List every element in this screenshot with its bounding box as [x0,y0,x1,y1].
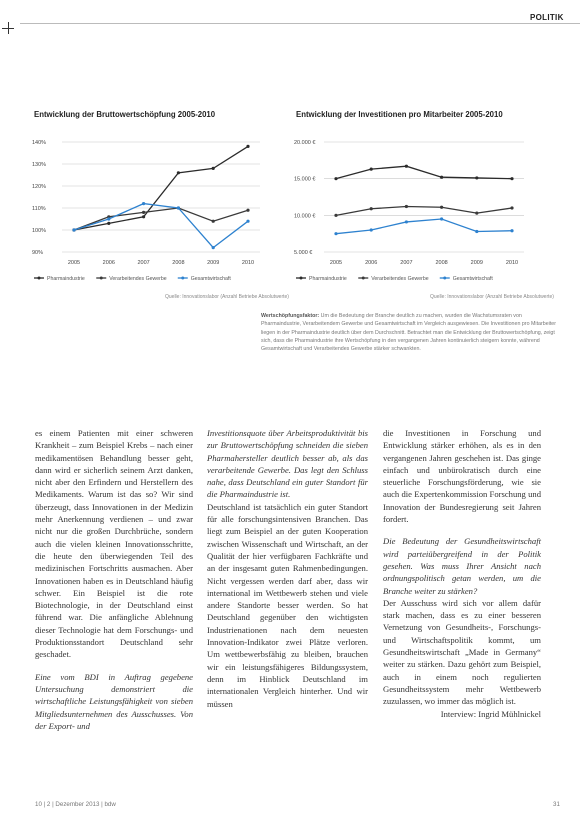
y-tick-label: 5.000 € [294,250,313,256]
legend-label: Gesamtwirtschaft [452,276,493,282]
y-tick-label: 20.000 € [294,140,316,146]
data-point [370,207,373,210]
chart-note [261,312,561,353]
y-tick-label: 90% [32,250,44,256]
data-point [510,206,513,209]
paragraph: es einem Patienten mit einer schweren Krankheit – zum Beispiel Krebs – nach einer medikamentösen Behandlung besser geht, dann wird er sicherlich seinem Arzt danken, nicht aber den Erfindern und Herstellern des Medikaments. Warum ist das so? Wir sind überzeugt, dass Innovationen in der Medizin mehr Anerkennung verdienen – und zwar nicht nur die großen Durchbrüche, sondern auch die vielen kleinen Innovationsschritte, die heute den überwiegenden Teil des medizinischen Fortschritts ausmachen. Aber Innovationen haben es in Deutschland häufig schwer. Ein Beispiel ist die rote Biotechnologie, in der Deutschland einst führend war. Die anfängliche Ablehnung dieser Technologie hat dem Forschungs- und Produktionsstandort Deutschland sehr geschadet. [35,428,193,660]
y-tick-label: 120% [32,184,47,190]
data-point [212,167,215,170]
data-point [440,217,443,220]
note-label: Wertschöpfungsfaktor: [261,313,320,319]
y-tick-label: 15.000 € [294,176,316,183]
data-point [246,145,249,148]
data-point [405,205,408,208]
data-point [334,232,337,235]
legend-label: Verarbeitendes Gewerbe [371,276,429,282]
legend-marker [181,277,184,280]
y-tick-label: 100% [32,228,47,234]
article-column-1 [35,427,193,732]
y-tick-label: 130% [32,162,47,168]
chart-bruttowertschoepfung [30,124,280,306]
data-point [475,176,478,179]
paragraph: Der Ausschuss wird sich vor allem dafür stark machen, dass es zu einer besseren Vernetzung von Gesundheits-, Forschungs- und Wirtschaftspolitik kommt, um Gesundheitswirtschaft „Made in Germany“ weiter zu stärken. Dazu gehört zum Beispiel, auch in einem noch regulierten Gesundheitssystem mehr Wettbewerb zuzulassen, wo immer das möglich ist. [383,597,541,707]
legend-label: Gesamtwirtschaft [190,276,231,282]
data-point [334,214,337,217]
x-tick-label: 2007 [137,260,150,266]
chart-title: Entwicklung der Bruttowertschöpfung 2005-2010 [34,110,216,119]
x-tick-label: 2008 [435,260,448,266]
plot-area [324,138,524,252]
article-column-2 [207,427,368,710]
x-tick-label: 2006 [102,260,115,266]
data-point [440,176,443,179]
x-tick-label: 2010 [505,260,519,266]
data-point [475,212,478,215]
x-tick-label: 2007 [400,260,413,266]
data-point [405,220,408,223]
legend-label: Pharmaindustrie [47,276,85,282]
interview-question: Eine vom BDI in Auftrag gegebene Untersuchung demonstriert die wirtschaftliche Leistungsfähigkeit von sieben Mitgliedsunternehmen des Ausschusses. Von der Export- und [35,671,193,731]
interview-question: Investitionsquote über Arbeitsproduktivität bis zur Bruttowertschöpfung schneiden die sieben Pharmahersteller deutlich besser ab, als das verarbeitende Gewerbe. Das legt den Schluss nahe, dass Deutschland ein guter Standort für die Pharmaindustrie ist. [207,428,368,500]
x-tick-label: 2006 [365,260,378,266]
data-point [246,209,249,212]
data-point [177,206,180,209]
data-point [440,206,443,209]
data-point [246,220,249,223]
x-tick-label: 2009 [207,260,220,266]
data-point [72,228,75,231]
chart-investitionen [292,124,544,306]
paragraph: die Investitionen in Forschung und Entwicklung stärker erhöhen, als es in den vergangenen Jahren geschehen ist. Das ginge einfach und unbürokratisch durch eine steuerliche Forschungsförderung, wie sie auch die Expertenkommission Forschung und Innovation der Bundesregierung seit Jahren fordert. [383,428,541,525]
x-tick-label: 2009 [470,260,483,266]
data-point [107,222,110,225]
x-tick-label: 2005 [329,260,343,266]
footer-issue: 10 | 2 | Dezember 2013 | bdw [35,801,116,808]
data-point [405,165,408,168]
y-tick-label: 10.000 € [294,213,316,220]
y-tick-label: 110% [32,206,46,212]
legend-marker [362,277,365,280]
chart-source: Quelle: Innovationslabor (Anzahl Betriebe Absolutwerte) [430,294,554,300]
data-point [142,215,145,218]
legend-label: Pharmaindustrie [309,276,347,282]
section-tag: POLITIK [530,13,564,22]
data-point [142,202,145,205]
legend-marker [443,277,446,280]
page-number: 31 [553,801,560,808]
data-point [142,211,145,214]
note-text: Um die Bedeutung der Branche deutlich zu machen, wurden die Wachstumsraten von Pharmaindustrie, Verarbeitendem Gewerbe und Gesamtwirtschaft im Vergleich ausgewiesen. Die Investitionen pro Mitarbeiter liegen in der Pharmaindustrie deutlich über dem Durchschnitt. Betrachtet man die Entwicklung der Bruttowertschöpfung, zeigt sich, dass die Pharmaindustrie ihre Wertschöpfung in den vergangenen Jahren kontinuierlich steigern konnte, während Gesamtwirtschaft und Verarbeitendes Gewerbe stärker schwankten. [261,313,557,353]
data-point [177,171,180,174]
crop-mark [8,22,9,34]
legend-marker [100,277,103,280]
interview-question: Die Bedeutung der Gesundheitswirtschaft wird parteiübergreifend in der Politik gesehen. Was muss Ihrer Ansicht nach ordnungspolitisch getan werden, um die Branche weiter zu stärken? [383,536,541,596]
data-point [510,229,513,232]
x-tick-label: 2010 [241,260,255,266]
data-point [370,228,373,231]
data-point [475,230,478,233]
data-point [510,177,513,180]
article-column-3 [383,427,541,720]
chart-title: Entwicklung der Investitionen pro Mitarbeiter 2005-2010 [296,110,503,119]
data-point [212,220,215,223]
x-tick-label: 2008 [172,260,185,266]
data-point [334,177,337,180]
data-point [212,246,215,249]
interview-credit: Interview: Ingrid Mühlnickel [440,708,541,719]
paragraph: Deutschland ist tatsächlich ein guter Standort für alle forschungsintensiven Branchen. Das liegt zum Beispiel an der guten Kooperation zwischen Wissenschaft und Wirtschaft, an der Qualität der hier verfügbaren Fachkräfte und an der insgesamt guten Rahmenbedingungen. Nicht vergessen werden darf aber, dass wir international im Wettbewerb stehen und viele andere Standorte besser werden. So hat Deutschland gegenüber den wichtigsten Industrienationen nach dem neuesten Innovation-Indikator zwei Plätze verloren. Um wettbewerbsfähig zu bleiben, brauchen wir ein leistungsfähigeres Bildungssystem, denn im Hinblick Deutschland im internationalen Vergleich hinterher. Und wir müssen [207,501,368,709]
y-tick-label: 140% [32,140,47,146]
legend-label: Verarbeitendes Gewerbe [109,276,167,282]
top-rule [20,23,580,24]
data-point [370,168,373,171]
legend-marker [38,277,41,280]
data-point [107,217,110,220]
chart-source: Quelle: Innovationslabor (Anzahl Betriebe Absolutwerte) [165,294,289,300]
legend-marker [300,277,303,280]
x-tick-label: 2005 [67,260,81,266]
